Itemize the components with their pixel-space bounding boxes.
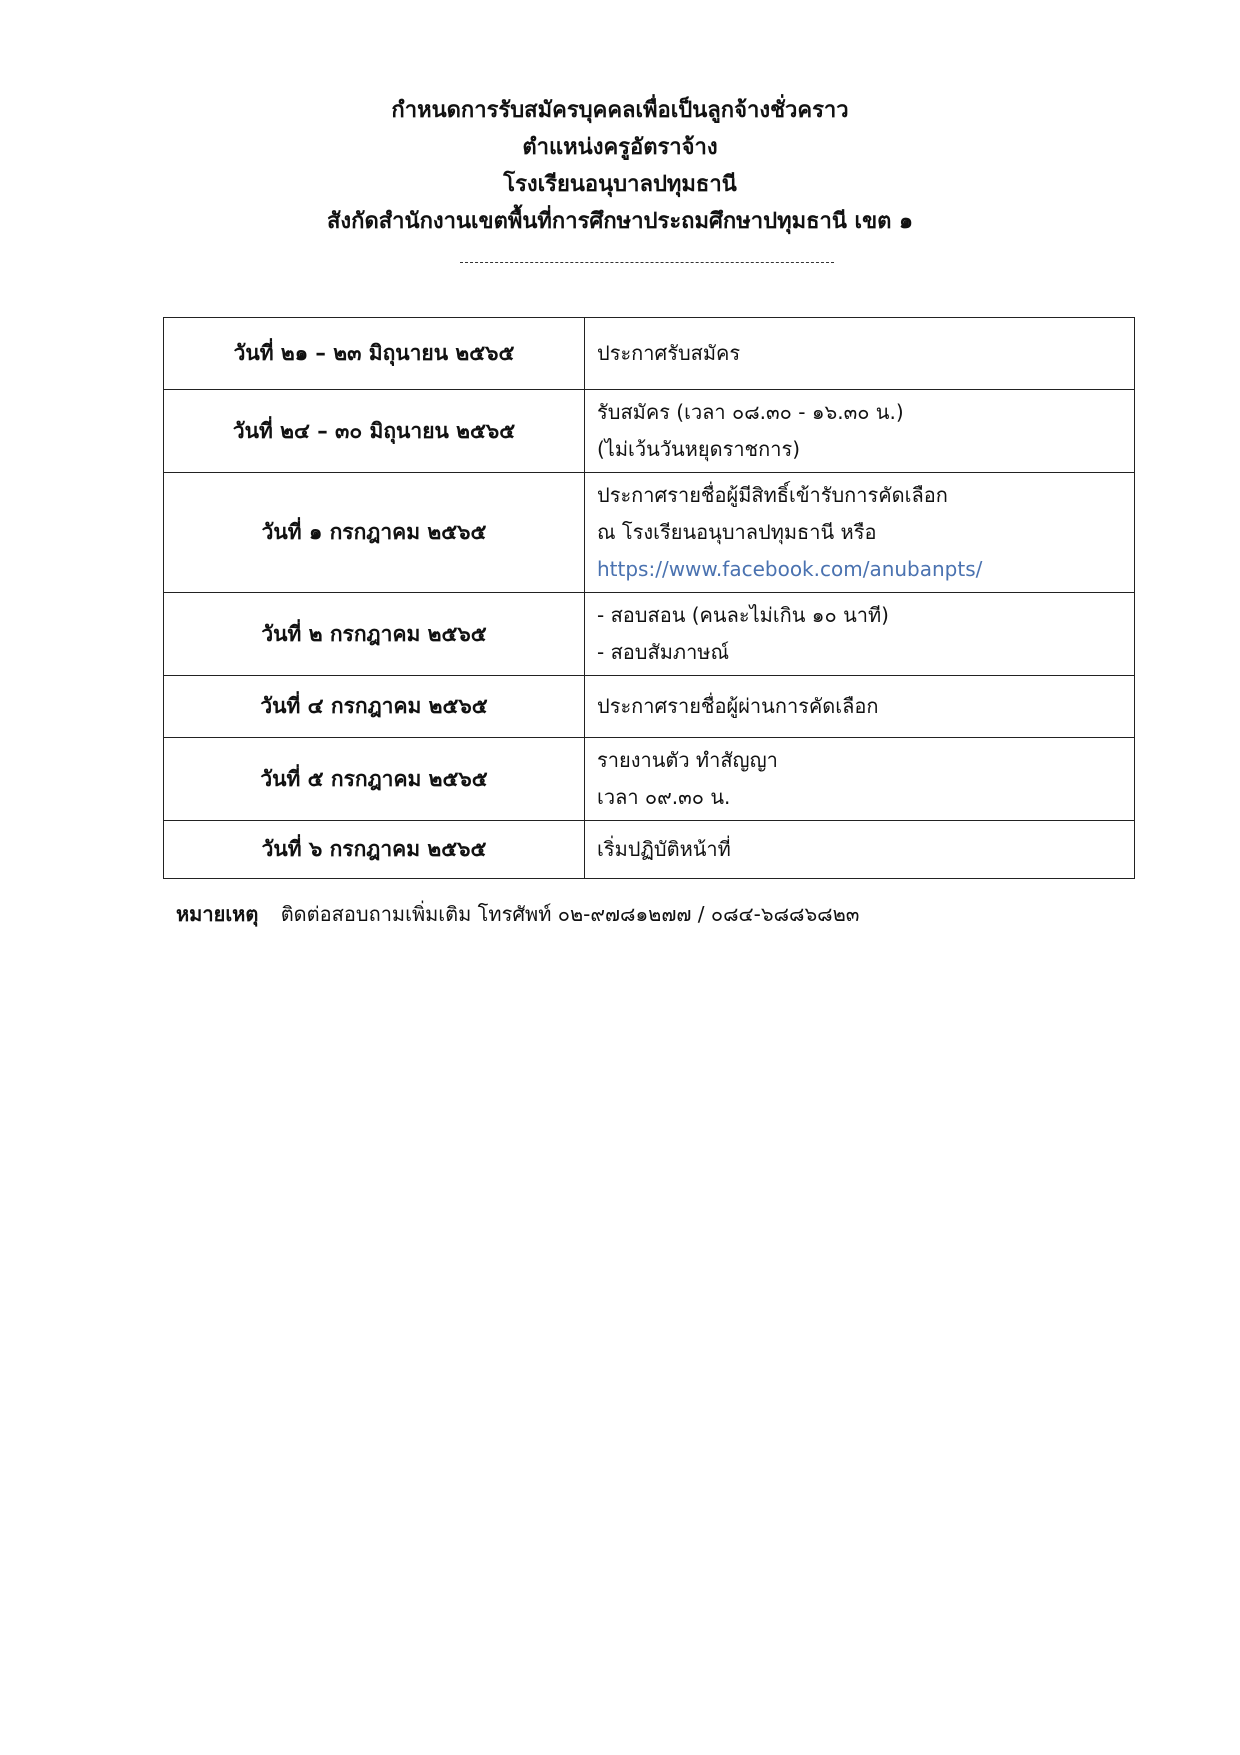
schedule-description (585, 738, 1135, 821)
schedule-date: วันที่ ๖ กรกฎาคม ๒๕๖๕ (164, 821, 585, 879)
description-line: ณ โรงเรียนอนุบาลปทุมธานี หรือ (597, 520, 877, 544)
schedule-description (585, 318, 1135, 390)
schedule-date: วันที่ ๔ กรกฎาคม ๒๕๖๕ (164, 676, 585, 738)
description-line: ประกาศรับสมัคร (597, 341, 741, 365)
note-text: ติดต่อสอบถามเพิ่มเติม โทรศัพท์ ๐๒-๙๗๘๑๒๗๗ / ๐๘๔-๖๘๘๖๘๒๓ (280, 902, 860, 926)
description-line: ประกาศรายชื่อผู้มีสิทธิ์เข้ารับการคัดเลือก (597, 483, 948, 507)
heading-title: กำหนดการรับสมัครบุคคลเพื่อเป็นลูกจ้างชั่วคราว (391, 98, 849, 123)
description-line: รับสมัคร (เวลา ๐๘.๓๐ - ๑๖.๓๐ น.) (597, 400, 904, 424)
heading-divider (460, 262, 834, 263)
schedule-row (164, 821, 1135, 879)
schedule-date: วันที่ ๒ กรกฎาคม ๒๕๖๕ (164, 593, 585, 676)
heading-position: ตำแหน่งครูอัตราจ้าง (522, 135, 718, 160)
document-heading (0, 92, 1240, 240)
schedule-description (585, 390, 1135, 473)
schedule-date: วันที่ ๒๑ – ๒๓ มิถุนายน ๒๕๖๕ (164, 318, 585, 390)
schedule-row (164, 593, 1135, 676)
schedule-description (585, 821, 1135, 879)
schedule-description (585, 473, 1135, 593)
facebook-link[interactable]: https://www.facebook.com/anubanpts/ (597, 557, 983, 581)
heading-office: สังกัดสำนักงานเขตพื้นที่การศึกษาประถมศึกษาปทุมธานี เขต ๑ (326, 209, 914, 234)
schedule-row (164, 676, 1135, 738)
schedule-date: วันที่ ๑ กรกฎาคม ๒๕๖๕ (164, 473, 585, 593)
schedule-description (585, 676, 1135, 738)
schedule-date: วันที่ ๒๔ – ๓๐ มิถุนายน ๒๕๖๕ (164, 390, 585, 473)
heading-school: โรงเรียนอนุบาลปทุมธานี (503, 172, 737, 197)
description-line: เริ่มปฏิบัติหน้าที่ (597, 837, 731, 861)
schedule-row (164, 738, 1135, 821)
schedule-date: วันที่ ๕ กรกฎาคม ๒๕๖๕ (164, 738, 585, 821)
description-line: - สอบสัมภาษณ์ (597, 640, 730, 664)
footnote (176, 898, 859, 930)
schedule-row (164, 473, 1135, 593)
note-label: หมายเหตุ (176, 902, 259, 926)
schedule-row (164, 390, 1135, 473)
schedule-description (585, 593, 1135, 676)
schedule-table (163, 317, 1135, 879)
description-line: เวลา ๐๙.๓๐ น. (597, 785, 731, 809)
schedule-row (164, 318, 1135, 390)
description-line: ประกาศรายชื่อผู้ผ่านการคัดเลือก (597, 694, 879, 718)
description-line: - สอบสอน (คนละไม่เกิน ๑๐ นาที) (597, 603, 889, 627)
description-line: รายงานตัว ทำสัญญา (597, 748, 778, 772)
description-line: (ไม่เว้นวันหยุดราชการ) (597, 437, 801, 461)
